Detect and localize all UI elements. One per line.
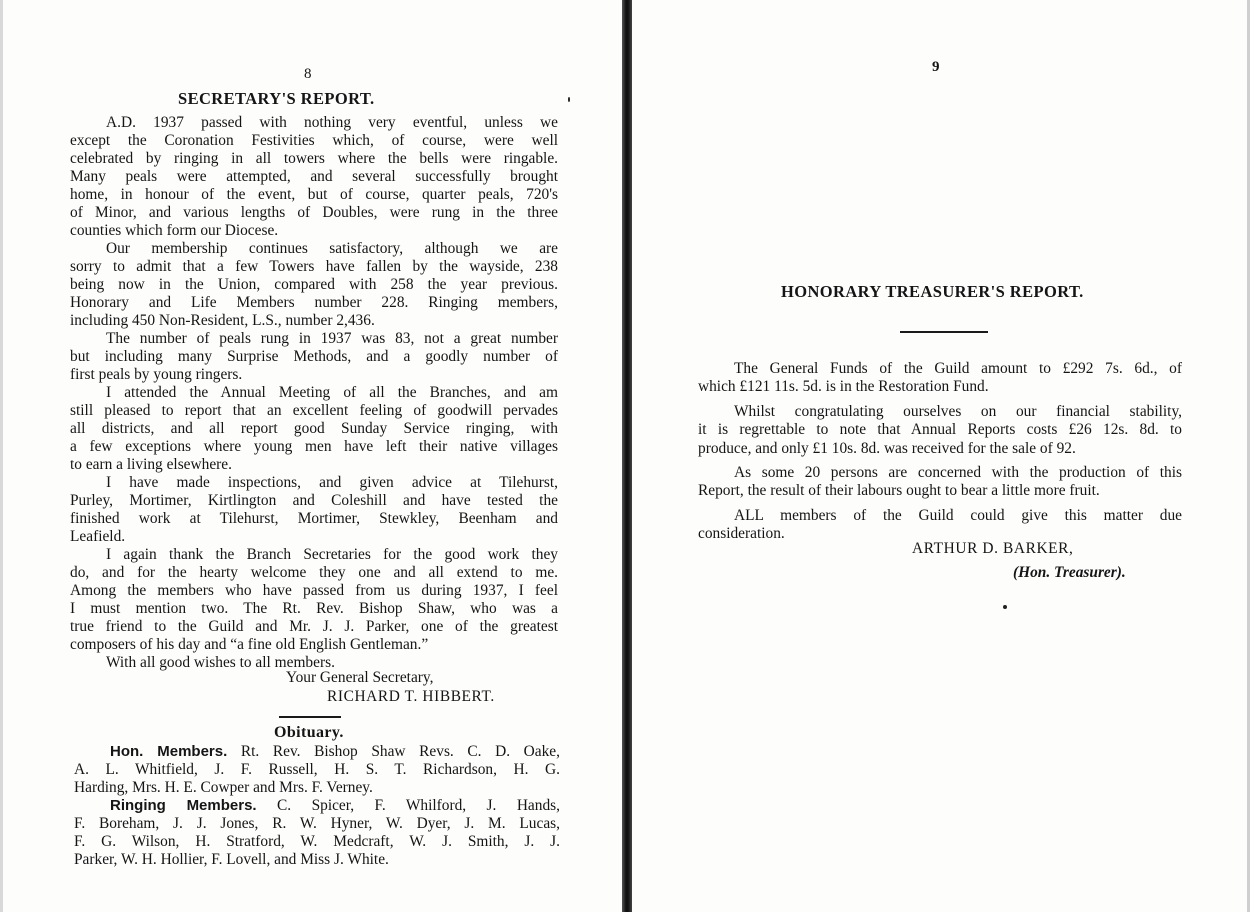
text-line-content: still pleased to report that an excellent feeling of goodwill pervades [70, 402, 558, 419]
text-line-content: The number of peals rung in 1937 was 83, not a great number [106, 330, 558, 347]
text-line [70, 276, 558, 294]
text-line-content: F. G. Wilson, H. Stratford, W. Medcraft, W. J. Smith, J. J. [74, 833, 560, 850]
text-line [70, 132, 558, 150]
text-line-content: Harding, Mrs. H. E. Cowper and Mrs. F. Verney. [74, 779, 373, 796]
text-line-content: to earn a living elsewhere. [70, 456, 232, 473]
text-line [70, 618, 558, 636]
treasurer-signature: ARTHUR D. BARKER, [912, 540, 1074, 557]
text-line [74, 833, 560, 851]
secretary-signature: RICHARD T. HIBBERT. [327, 688, 495, 705]
text-line-content: Our membership continues satisfactory, although we are [106, 240, 558, 257]
secretary-closing: Your General Secretary, [286, 669, 434, 686]
text-line: Report, the result of their labours ought to bear a little more fruit. [698, 482, 1100, 500]
text-line [74, 815, 560, 833]
text-line-content: celebrated by ringing in all towers where the bells were ringable. [70, 150, 558, 167]
text-line [70, 258, 558, 276]
text-line [70, 456, 558, 474]
text-line [70, 636, 558, 654]
text-line-content: true friend to the Guild and Mr. J. J. Parker, one of the greatest [70, 618, 558, 635]
section-divider [279, 716, 341, 718]
text-line-content: including 450 Non-Resident, L.S., number 2,436. [70, 312, 375, 329]
page-number-right: 9 [932, 59, 940, 75]
text-line-content: except the Coronation Festivities which, of course, were well [70, 132, 558, 149]
text-line-content: Honorary and Life Members number 228. Ringing members, [70, 294, 558, 311]
text-line-content: of Minor, and various lengths of Doubles, were rung in the three [70, 204, 558, 221]
text-line [70, 402, 558, 420]
obituary-body [74, 743, 560, 869]
text-line [70, 348, 558, 366]
text-line-content: a few exceptions where young men have left their native villages [70, 438, 558, 455]
text-line: ALL members of the Guild could give this matter due [734, 506, 1182, 524]
text-line-content: do, and for the hearty welcome they one and all extend to me. [70, 564, 558, 581]
text-line [70, 420, 558, 438]
text-line [74, 779, 560, 797]
text-line-content: sorry to admit that a few Towers have fallen by the wayside, 238 [70, 258, 558, 275]
text-line [70, 186, 558, 204]
text-line: which £121 11s. 5d. is in the Restoration Fund. [698, 378, 989, 396]
text-line [70, 582, 558, 600]
treasurer-report-body [698, 360, 1182, 544]
book-gutter [622, 0, 632, 912]
text-line [74, 761, 560, 779]
text-line [70, 204, 558, 222]
text-line-content: counties which form our Diocese. [70, 222, 279, 239]
text-line: consideration. [698, 525, 785, 543]
text-line: produce, and only £1 10s. 8d. was received for the sale of 92. [698, 439, 1076, 457]
text-line-content: first peals by young ringers. [70, 366, 243, 383]
section-divider [900, 331, 988, 333]
text-line: As some 20 persons are concerned with the production of this [734, 464, 1182, 482]
text-line [70, 564, 558, 582]
text-line [70, 150, 558, 168]
text-line-content: Rt. Rev. Bishop Shaw Revs. C. D. Oake, [227, 743, 560, 760]
text-line-content: composers of his day and “a fine old English Gentleman.” [70, 636, 429, 653]
obituary-category-label: Ringing Members. [110, 797, 257, 814]
text-line: The General Funds of the Guild amount to £292 7s. 6d., of [734, 360, 1182, 377]
text-line-content: With all good wishes to all members. [106, 654, 335, 671]
text-line-content: being now in the Union, compared with 258 the year previous. [70, 276, 558, 293]
text-line-content: all districts, and all report good Sunday Service ringing, with [70, 420, 558, 437]
text-line [74, 743, 560, 761]
text-line: Whilst congratulating ourselves on our financial stability, [734, 402, 1182, 420]
text-line-content: C. Spicer, F. Whilford, J. Hands, [256, 797, 560, 814]
text-line [70, 222, 558, 240]
text-line [70, 510, 558, 528]
text-line [70, 366, 558, 384]
secretary-report-body [70, 114, 558, 672]
print-speck [568, 97, 570, 102]
text-line [70, 474, 558, 492]
text-line-content: A. L. Whitfield, J. F. Russell, H. S. T. Richardson, H. G. [74, 761, 560, 778]
text-line [70, 438, 558, 456]
text-line [70, 600, 558, 618]
text-line [74, 797, 560, 815]
text-line [70, 114, 558, 132]
treasurer-report-heading: HONORARY TREASURER'S REPORT. [781, 282, 1084, 301]
text-line [70, 240, 558, 258]
text-line-content: Parker, W. H. Hollier, F. Lovell, and Miss J. White. [74, 851, 389, 868]
text-line [74, 851, 560, 869]
text-line [70, 528, 558, 546]
page-number-left: 8 [304, 66, 312, 82]
text-line-content: Leafield. [70, 528, 126, 545]
text-line: it is regrettable to note that Annual Reports costs £26 12s. 8d. to [698, 421, 1182, 439]
text-line [70, 330, 558, 348]
text-line-content: F. Boreham, J. J. Jones, R. W. Hyner, W. Dyer, J. M. Lucas, [74, 815, 560, 832]
text-line [70, 312, 558, 330]
page-edge [0, 0, 3, 912]
text-line-content: I attended the Annual Meeting of all the Branches, and am [106, 384, 558, 401]
text-line [70, 168, 558, 186]
text-line [70, 294, 558, 312]
text-line-content: I have made inspections, and given advice at Tilehurst, [106, 474, 558, 491]
text-line [70, 384, 558, 402]
text-line [70, 492, 558, 510]
text-line-content: home, in honour of the event, but of course, quarter peals, 720's [70, 186, 558, 203]
text-line-content: I must mention two. The Rt. Rev. Bishop Shaw, who was a [70, 600, 558, 617]
text-line-content: A.D. 1937 passed with nothing very eventful, unless we [106, 114, 558, 131]
text-line [70, 546, 558, 564]
text-line-content: Purley, Mortimer, Kirtlington and Coleshill and have tested the [70, 492, 558, 509]
secretary-report-heading: SECRETARY'S REPORT. [178, 89, 375, 108]
print-speck [1003, 605, 1007, 609]
text-line-content: Many peals were attempted, and several successfully brought [70, 168, 558, 185]
text-line-content: I again thank the Branch Secretaries for the good work they [106, 546, 558, 563]
treasurer-title: (Hon. Treasurer). [1013, 564, 1126, 581]
obituary-category-label: Hon. Members. [110, 743, 228, 760]
text-line-content: finished work at Tilehurst, Mortimer, Stewkley, Beenham and [70, 510, 558, 527]
text-line-content: Among the members who have passed from us during 1937, I feel [70, 582, 558, 599]
text-line-content: but including many Surprise Methods, and a goodly number of [70, 348, 558, 365]
obituary-heading: Obituary. [274, 724, 344, 741]
